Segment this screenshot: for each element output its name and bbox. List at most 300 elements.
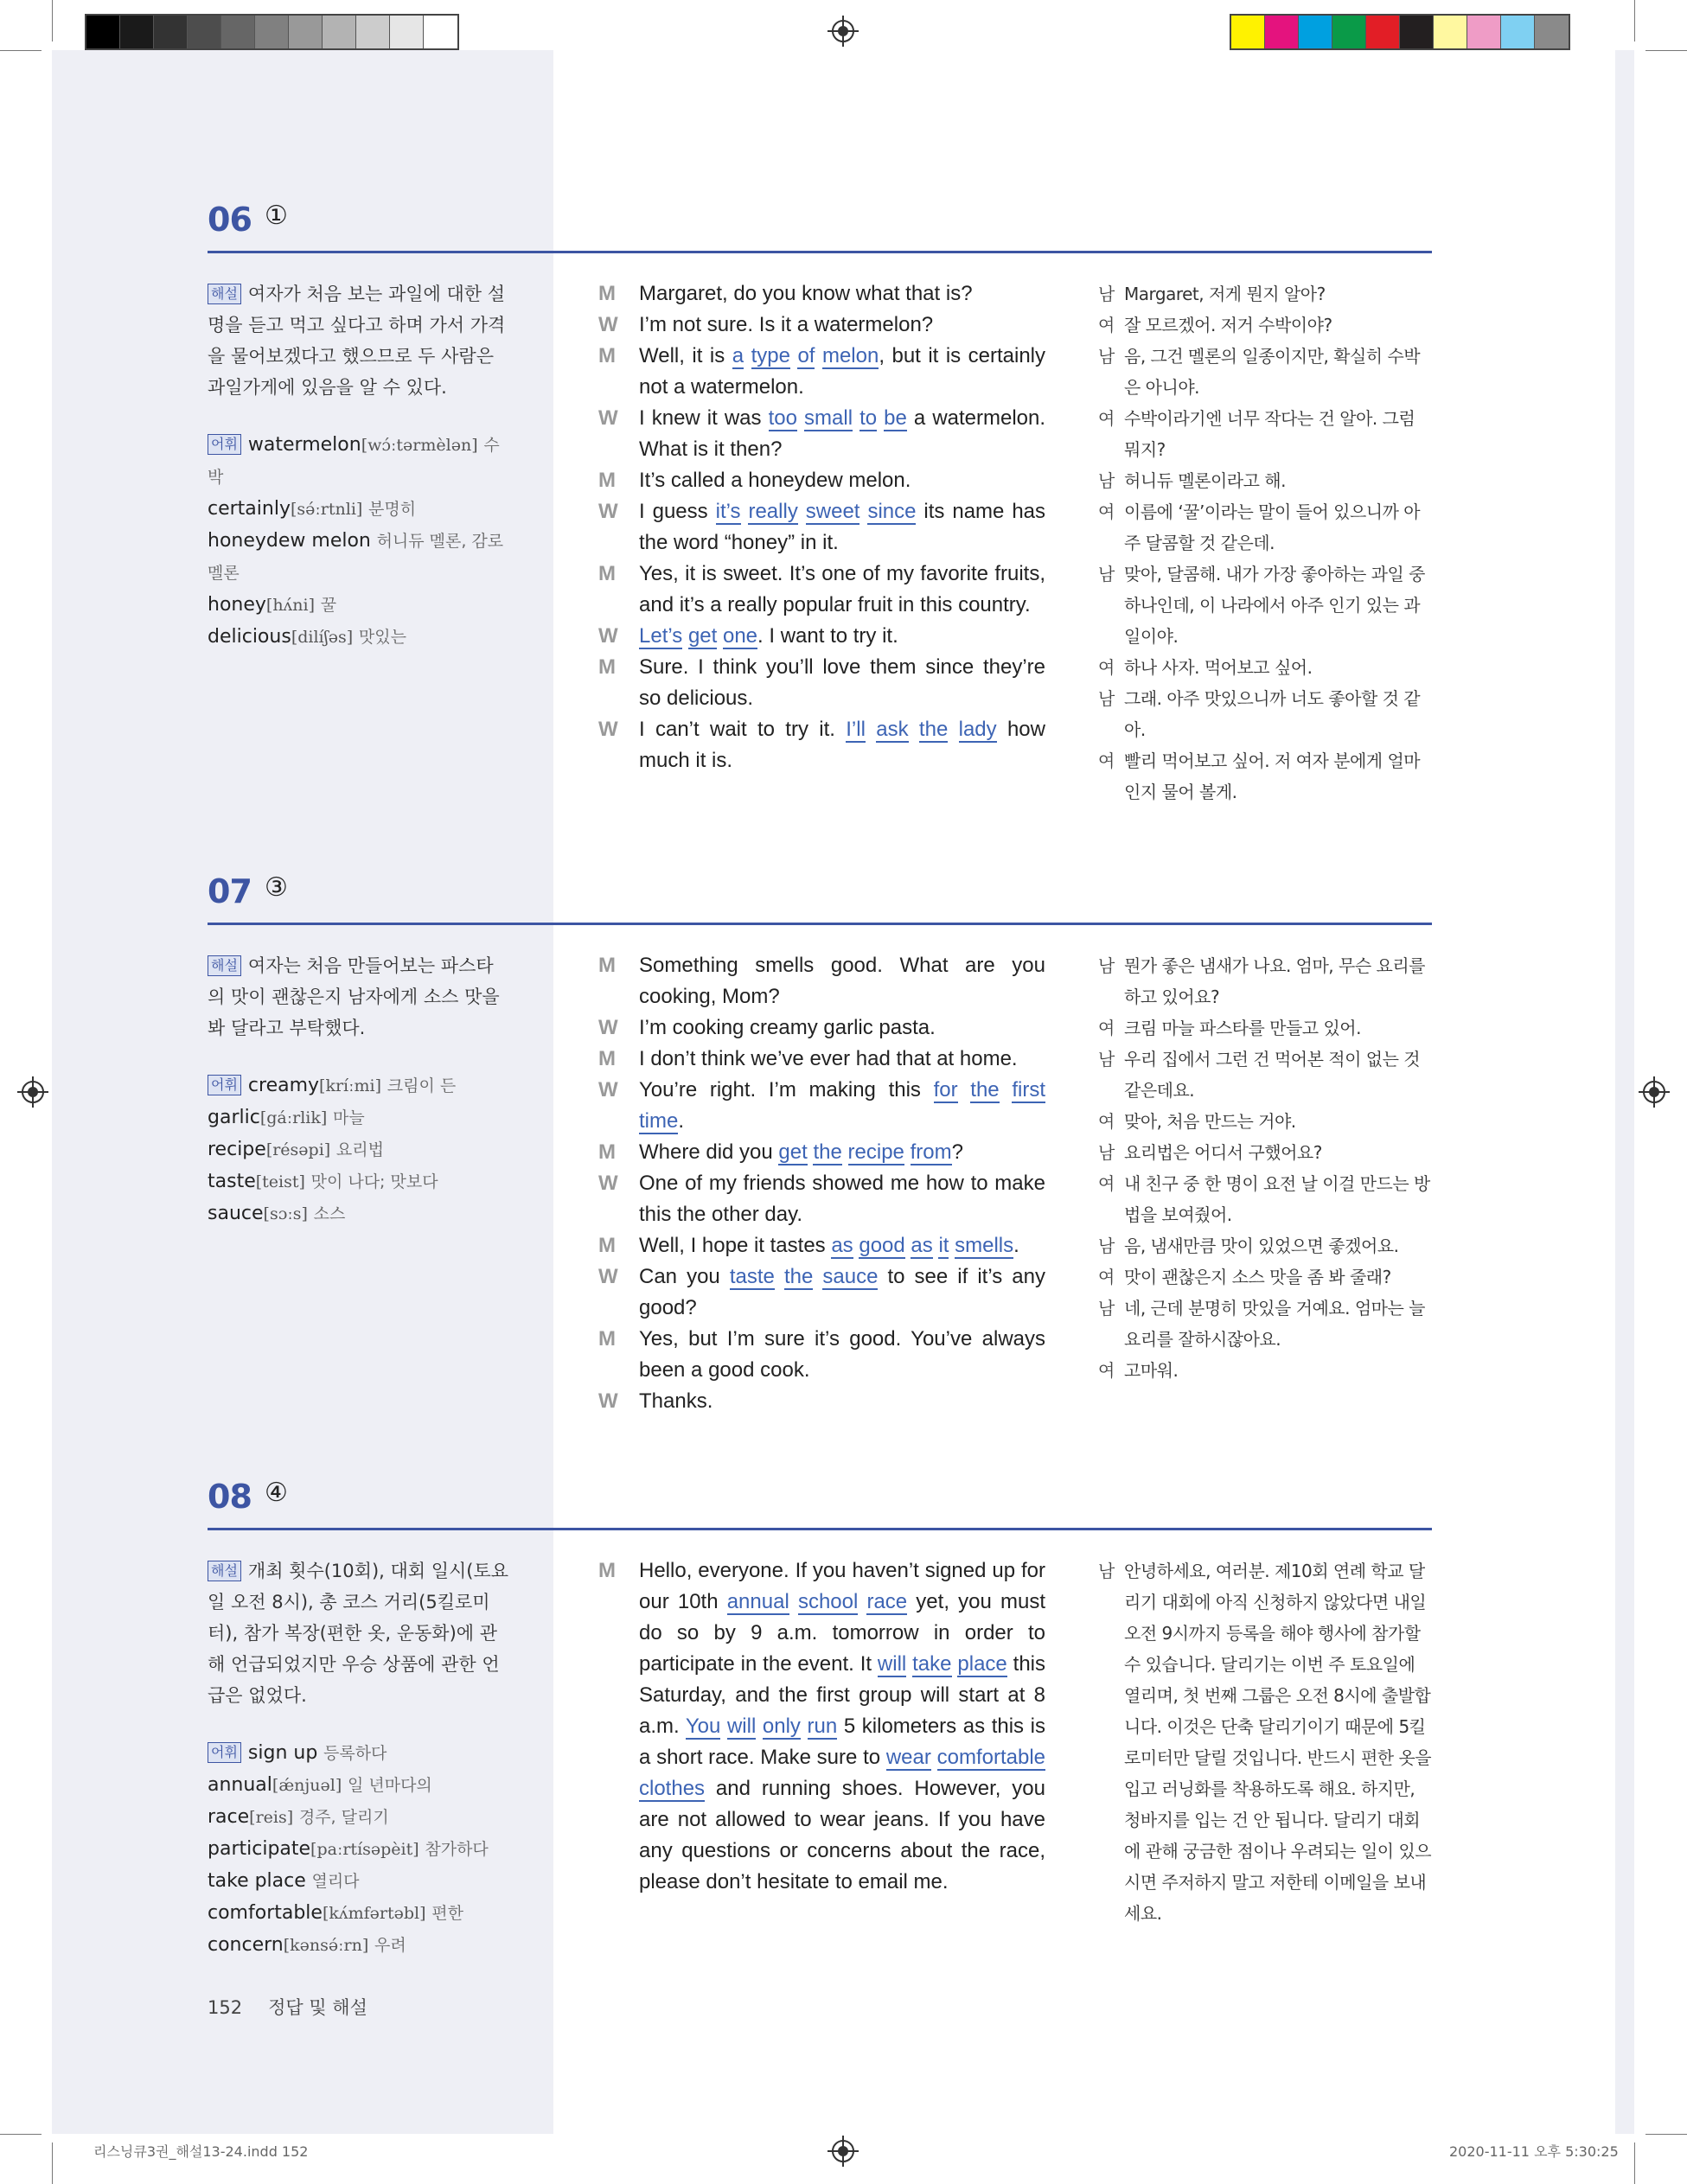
blank-word: the [918,718,949,741]
vocab-tag: 어휘 [208,1075,241,1095]
question-number: 07 [208,872,252,910]
dialogue-fragment: Yes, but I’m sure it’s good. You’ve always been a good cook. [639,1327,1045,1382]
blank-word: race [866,1590,908,1613]
dialogue-fragment [842,1140,848,1164]
dialogue-fragment: its name has the word “honey” in it. [639,500,1046,554]
translation-line [1098,1355,1432,1386]
gray-swatch [221,16,255,48]
blank-word: get [778,1140,808,1164]
vocab-meaning: 크림이 든 [387,1076,457,1095]
blank-word: clothes [639,1777,706,1800]
blank-word: take [912,1652,952,1676]
dialogue-text [639,950,1045,1012]
speaker-label-korean: 남 [1098,470,1115,491]
explanation-text: 개최 횟수(10회), 대회 일시(토요일 오전 8시), 총 코스 거리(5킬로미터), 참가 복장(편한 옷, 운동화)에 관해 언급되었지만 우승 상품에 관한 언급은 없었다. [208,1561,509,1706]
blank-word: lady [958,718,997,741]
speaker-label-korean: 남 [1098,1236,1115,1256]
crop-mark [0,2134,42,2135]
right-bleed-strip [1615,50,1634,2134]
registration-mark-bottom [828,2136,859,2167]
vocabulary-block [208,1070,510,1229]
blank-word: only [762,1715,801,1738]
speaker-label: W [598,1078,618,1102]
translation-line [1098,652,1432,683]
color-swatch [1332,16,1366,48]
vocab-word: race [208,1806,250,1828]
dialogue-fragment: Margaret, do you know what that is? [639,282,973,305]
crop-mark [52,2142,53,2184]
speaker-label: M [598,655,616,679]
speaker-label: M [598,1234,616,1257]
translation-column [1098,950,1432,1386]
translation-line [1098,1230,1432,1261]
dialogue-fragment: Well, it is [639,344,732,367]
gray-color-bar [85,14,459,50]
dialogue-fragment [682,624,688,648]
vocab-item [208,1737,510,1769]
blank-word: ask [876,718,909,741]
translation-line [1098,1555,1432,1929]
question-section-06 [208,201,1432,802]
explanation-tag: 해설 [208,1561,241,1581]
vocab-tag: 어휘 [208,434,241,455]
translation-text: 크림 마늘 파스타를 만들고 있어. [1124,1018,1361,1038]
gray-swatch [86,16,120,48]
dialogue-text [639,1230,1045,1261]
blank-word: really [748,500,798,523]
crop-mark [0,50,42,51]
vocab-pronunciation: [hʌ́ni] [265,596,316,615]
blank-word: small [804,406,853,430]
dialogue-text [639,1168,1045,1230]
color-swatch [1265,16,1299,48]
vocab-item [208,1833,510,1865]
gray-swatch [356,16,390,48]
blank-word: one [722,624,758,648]
vocab-word: concern [208,1934,284,1956]
speaker-label: M [598,1559,616,1582]
vocab-word: creamy [247,1075,320,1096]
dialogue-text [639,1137,1045,1168]
dialogue-fragment: Well, I hope it tastes [639,1234,832,1257]
dialogue-fragment [717,624,723,648]
speaker-label-korean: 여 [1098,1267,1115,1287]
dialogue-text [639,1044,1045,1075]
dialogue-fragment: Yes, it is sweet. It’s one of my favorite fruits, and it’s a really popular fruit in this country. [639,562,1045,616]
color-swatch [1366,16,1400,48]
explanation-column [208,1555,510,1961]
speaker-label-korean: 남 [1098,688,1115,709]
gray-swatch [255,16,289,48]
vocab-meaning: 맛이 나다; 맛보다 [310,1172,438,1191]
dialogue-fragment [720,1715,727,1738]
speaker-label: M [598,954,616,977]
question-section-07 [208,872,1432,1413]
translation-line [1098,310,1432,341]
dialogue-fragment: . [1013,1234,1019,1257]
blank-word: type [751,344,790,367]
speaker-label: W [598,313,618,336]
section-rule [208,251,1432,253]
vocab-pronunciation: [sə́ːrtnli] [290,500,363,519]
translation-line [1098,559,1432,652]
translation-line [1098,1106,1432,1137]
explanation-text: 여자가 처음 보는 과일에 대한 설명을 듣고 먹고 싶다고 하며 가서 가격을 물어보겠다고 했으므로 두 사람은 과일가게에 있음을 알 수 있다. [208,284,506,398]
blank-word: get [687,624,718,648]
vocab-word: certainly [208,498,291,520]
question-number: 06 [208,201,252,239]
speaker-label-korean: 남 [1098,1298,1115,1319]
dialogue-fragment: Where did you [639,1140,779,1164]
blank-word: run [807,1715,838,1738]
translation-text: Margaret, 저게 뭔지 알아? [1124,284,1326,304]
dialogue-fragment [909,718,919,741]
page-number: 152 [208,1997,243,2018]
speaker-label: W [598,1265,618,1288]
speaker-label: M [598,469,616,492]
section-rule [208,1528,1432,1530]
vocab-pronunciation: [ǽnjuəl] [272,1776,342,1795]
dialogue-fragment: ? [951,1140,963,1164]
vocab-pronunciation: [wɔ́ːtərmèlən] [361,436,478,455]
blank-word: a [732,344,744,367]
translation-line [1098,1137,1432,1168]
dialogue-text [639,621,1045,652]
dialogue-text [639,278,1045,310]
dialogue-fragment [815,344,822,367]
dialogue-fragment: a watermelon. What is it then? [639,406,1046,461]
dialogue-fragment: I can’t wait to try it. [639,718,847,741]
answer-mark: ③ [265,872,288,903]
crop-mark [1645,50,1687,51]
dialogue-fragment [958,1078,971,1102]
explanation-column [208,278,510,653]
blank-word: it [938,1234,949,1257]
translation-text: 그래. 아주 맛있으니까 너도 좋아할 것 같아. [1124,688,1421,740]
color-swatch [1400,16,1434,48]
translation-line [1098,1044,1432,1106]
section-header [208,1478,1432,1528]
vocabulary-block [208,429,510,653]
vocab-item [208,621,510,653]
speaker-label-korean: 여 [1098,315,1115,335]
speaker-label-korean: 여 [1098,501,1115,522]
speaker-label: W [598,718,618,741]
blank-word: from [910,1140,952,1164]
vocab-word: honeydew melon [208,530,371,552]
translation-column [1098,278,1432,808]
dialogue-fragment: Can you [639,1265,730,1288]
process-color-bar [1230,14,1570,50]
dialogue-text [639,652,1045,714]
dialogue-fragment [798,500,806,523]
blank-word: school [797,1590,859,1613]
blank-word: I’ll [846,718,866,741]
vocab-item [208,1070,510,1102]
dialogue-fragment [931,1746,937,1769]
speaker-label: W [598,624,618,648]
translation-line [1098,745,1432,808]
dialogue-fragment [801,1715,808,1738]
dialogue-text [639,1261,1045,1324]
dialogue-fragment: It’s called a honeydew melon. [639,469,911,492]
dialogue-text [639,1075,1045,1137]
speaker-label-korean: 여 [1098,1018,1115,1038]
dialogue-fragment [756,1715,763,1738]
vocab-meaning: 편한 [431,1904,463,1923]
blank-word: Let’s [639,624,683,648]
blank-word: taste [729,1265,775,1288]
answer-mark: ④ [265,1478,288,1508]
blank-word: You [685,1715,721,1738]
translation-text: 하나 사자. 먹어보고 싶어. [1124,657,1313,678]
color-swatch [1467,16,1501,48]
explanation-block [208,950,510,1044]
answer-mark: ① [265,201,288,231]
registration-mark-right [1639,1076,1670,1108]
gray-swatch [323,16,356,48]
dialogue-text [639,465,1045,496]
vocab-item [208,1801,510,1833]
translation-text: 맞아, 달콤해. 내가 가장 좋아하는 과일 중 하나인데, 이 나라에서 아주 인기 있는 과일이야. [1124,564,1425,647]
blank-word: will [726,1715,757,1738]
dialogue-text [639,496,1045,559]
speaker-label-korean: 남 [1098,955,1115,976]
vocab-pronunciation: [reis] [249,1808,294,1827]
vocab-word: watermelon [247,434,361,456]
blank-word: good [859,1234,905,1257]
gray-swatch [289,16,323,48]
dialogue-fragment: One of my friends showed me how to make this the other day. [639,1172,1045,1226]
dialogue-fragment [813,1265,822,1288]
vocab-word: annual [208,1774,272,1796]
vocab-item [208,493,510,525]
translation-text: 맞아, 처음 만드는 거야. [1124,1111,1296,1132]
blank-word: comfortable [936,1746,1045,1769]
vocab-item [208,589,510,621]
gray-swatch [424,16,457,48]
slug-date: 2020-11-11 오후 5:30:25 [1449,2143,1619,2160]
vocab-pronunciation: [kríːmi] [319,1076,382,1095]
dialogue-fragment [853,406,859,430]
color-swatch [1434,16,1467,48]
crop-mark [1634,2142,1635,2184]
speaker-label: W [598,406,618,430]
speaker-label: W [598,1389,618,1413]
speaker-label-korean: 여 [1098,1173,1115,1194]
translation-text: 음, 그건 멜론의 일종이지만, 확실히 수박은 아니야. [1124,346,1421,398]
registration-mark-top [828,16,859,47]
blank-word: of [797,344,815,367]
vocab-item [208,1769,510,1801]
speaker-label-korean: 남 [1098,564,1115,584]
speaker-label: W [598,1172,618,1195]
dialogue-fragment: I’m cooking creamy garlic pasta. [639,1016,936,1039]
vocab-item [208,1165,510,1197]
dialogue-fragment: and running shoes. However, you are not allowed to wear jeans. If you have any questions or concerns about the race, please don’t hesitate to email me. [639,1777,1045,1893]
dialogue-fragment [1000,1078,1013,1102]
vocab-meaning: 등록하다 [323,1744,387,1763]
section-header [208,872,1432,923]
gray-swatch [154,16,188,48]
translation-text: 네, 근데 분명히 맛있을 거예요. 엄마는 늘 요리를 잘하시잖아요. [1124,1298,1425,1350]
vocab-meaning: 우려 [374,1936,406,1955]
vocab-pronunciation: [kənsə́ːrn] [283,1936,369,1955]
translation-line [1098,278,1432,310]
blank-word: melon [821,344,879,367]
section-rule [208,923,1432,925]
crop-mark [1645,2134,1687,2135]
dialogue-fragment [775,1265,784,1288]
registration-mark-left [17,1076,48,1108]
vocab-tag: 어휘 [208,1742,241,1763]
dialogue-fragment [858,1590,866,1613]
dialogue-fragment [797,406,804,430]
blank-word: it’s [715,500,741,523]
blank-word: as [911,1234,933,1257]
vocab-meaning: 맛있는 [358,628,406,647]
blank-word: sweet [805,500,860,523]
translation-text: 빨리 먹어보고 싶어. 저 여자 분에게 얼마인지 물어 볼게. [1124,750,1421,802]
translation-text: 수박이라기엔 너무 작다는 건 알아. 그럼 뭐지? [1124,408,1415,460]
speaker-label-korean: 여 [1098,408,1115,429]
dialogue-fragment: this Saturday, and the first group will start at 8 a.m. [639,1652,1046,1738]
dialogue-fragment [904,1140,911,1164]
vocab-meaning: 꿀 [320,596,337,615]
dialogue-text [639,1012,1045,1044]
blank-word: sauce [822,1265,879,1288]
vocabulary-block [208,1737,510,1961]
dialogue-line [598,1386,1264,1417]
dialogue-text [639,1324,1045,1386]
blank-word: be [884,406,907,430]
vocab-word: delicious [208,626,291,648]
speaker-label: M [598,282,616,305]
translation-column [1098,1555,1432,1929]
dialogue-fragment: Sure. I think you’ll love them since they’re so delicious. [639,655,1045,710]
translation-line [1098,465,1432,496]
crop-mark [1634,0,1635,42]
dialogue-fragment [866,718,876,741]
dialogue-fragment: yet, you must do so by 9 a.m. tomorrow in order to participate in the event. It [639,1590,1045,1676]
dialogue-text [639,1555,1045,1898]
dialogue-fragment [948,718,958,741]
vocab-word: sign up [247,1742,318,1764]
vocab-word: honey [208,594,266,616]
translation-line [1098,1293,1432,1355]
blank-word: wear [885,1746,931,1769]
translation-text: 음, 냄새만큼 맛이 있었으면 좋겠어요. [1124,1236,1399,1256]
explanation-block [208,1555,510,1711]
dialogue-text [639,1386,1045,1417]
vocab-word: sauce [208,1203,264,1224]
translation-text: 안녕하세요, 여러분. 제10회 연례 학교 달리기 대회에 아직 신청하지 않았다면 내일 오전 9시까지 등록을 해야 행사에 참가할 수 있습니다. 달리기는 이번 주 토요일에 열리며, 첫 번째 그룹은 오전 8시에 출발합니다. 이것은 단축 달리기이기 때문에 5킬로미터만 달릴 것입니다. 반드시 편한 옷을 입고 러닝화를 착용하도록 해요. 하지만, 청바지를 입는 건 안 됩니다. 달리기 대회에 관해 궁금한 점이나 우려되는 일이 있으시면 주저하지 말고 저한테 이메일을 보내세요. [1124,1561,1432,1924]
vocab-meaning: 허니듀 멜론, 감로 멜론 [208,532,504,583]
speaker-label-korean: 남 [1098,1142,1115,1163]
translation-text: 잘 모르겠어. 저거 수박이야? [1124,315,1332,335]
dialogue-fragment: I guess [639,500,716,523]
dialogue-fragment: I’m not sure. Is it a watermelon? [639,313,934,336]
page-footer [208,1994,367,2020]
gray-swatch [390,16,424,48]
vocab-pronunciation: [dilíʃəs] [291,628,354,647]
blank-word: for [933,1078,958,1102]
dialogue-fragment: I knew it was [639,406,769,430]
translation-line [1098,496,1432,559]
translation-text: 허니듀 멜론이라고 해. [1124,470,1286,491]
speaker-label: M [598,562,616,585]
dialogue-text [639,714,1045,776]
dialogue-fragment: I don’t think we’ve ever had that at home. [639,1047,1018,1070]
speaker-label-korean: 남 [1098,284,1115,304]
vocab-meaning: 참가하다 [425,1840,489,1859]
speaker-label-korean: 여 [1098,1360,1115,1381]
translation-line [1098,683,1432,745]
blank-word: since [867,500,917,523]
dialogue-fragment: 5 kilometers as this is a short race. Make sure to [639,1715,1045,1769]
vocab-item [208,1102,510,1134]
vocab-item [208,1197,510,1229]
dialogue-fragment: , but it is certainly not a watermelon. [639,344,1046,399]
vocab-pronunciation: [teist] [255,1172,305,1191]
dialogue-text [639,403,1045,465]
dialogue-fragment: how much it is. [639,718,1045,772]
blank-word: the [970,1078,1000,1102]
vocab-item [208,1134,510,1165]
vocab-meaning: 열리다 [311,1872,360,1891]
vocab-item [208,525,510,589]
dialogue-fragment [744,344,751,367]
blank-word: to [859,406,878,430]
explanation-tag: 해설 [208,284,241,304]
vocab-word: take place [208,1870,306,1892]
vocab-item [208,1897,510,1929]
translation-text: 이름에 ‘꿀’이라는 말이 들어 있으니까 아주 달콤할 것 같은데. [1124,501,1421,553]
vocab-meaning: 마늘 [332,1108,365,1127]
dialogue-fragment: Thanks. [639,1389,713,1413]
translation-text: 내 친구 중 한 명이 요전 날 이걸 만드는 방법을 보여줬어. [1124,1173,1430,1225]
vocab-pronunciation: [résəpi] [265,1140,331,1159]
translation-text: 우리 집에서 그런 건 먹어본 적이 없는 것 같은데요. [1124,1049,1421,1101]
translation-text: 맛이 괜찮은지 소스 맛을 좀 봐 줄래? [1124,1267,1391,1287]
speaker-label-korean: 남 [1098,1049,1115,1070]
dialogue-fragment: Something smells good. What are you cooking, Mom? [639,954,1045,1008]
color-swatch [1535,16,1569,48]
dialogue-fragment: You’re right. I’m making this [639,1078,934,1102]
translation-line [1098,403,1432,465]
translation-line [1098,950,1432,1012]
dialogue-fragment [877,406,884,430]
blank-word: smells [955,1234,1014,1257]
speaker-label-korean: 남 [1098,1561,1115,1581]
speaker-label: M [598,1140,616,1164]
question-section-08 [208,1478,1432,1956]
explanation-text: 여자는 처음 만들어보는 파스타의 맛이 괜찮은지 남자에게 소스 맛을 봐 달라고 부탁했다. [208,955,500,1038]
explanation-block [208,278,510,403]
dialogue-fragment: . [678,1109,685,1133]
gray-swatch [120,16,154,48]
dialogue-text [639,341,1045,403]
speaker-label-korean: 남 [1098,346,1115,367]
vocab-item [208,1929,510,1961]
vocab-word: comfortable [208,1902,323,1924]
vocab-meaning: 요리법 [335,1140,384,1159]
color-swatch [1231,16,1265,48]
vocab-pronunciation: [paːrtísəpèit] [310,1840,419,1859]
blank-word: the [813,1140,842,1164]
vocab-meaning: 분명히 [368,500,417,519]
color-swatch [1501,16,1535,48]
